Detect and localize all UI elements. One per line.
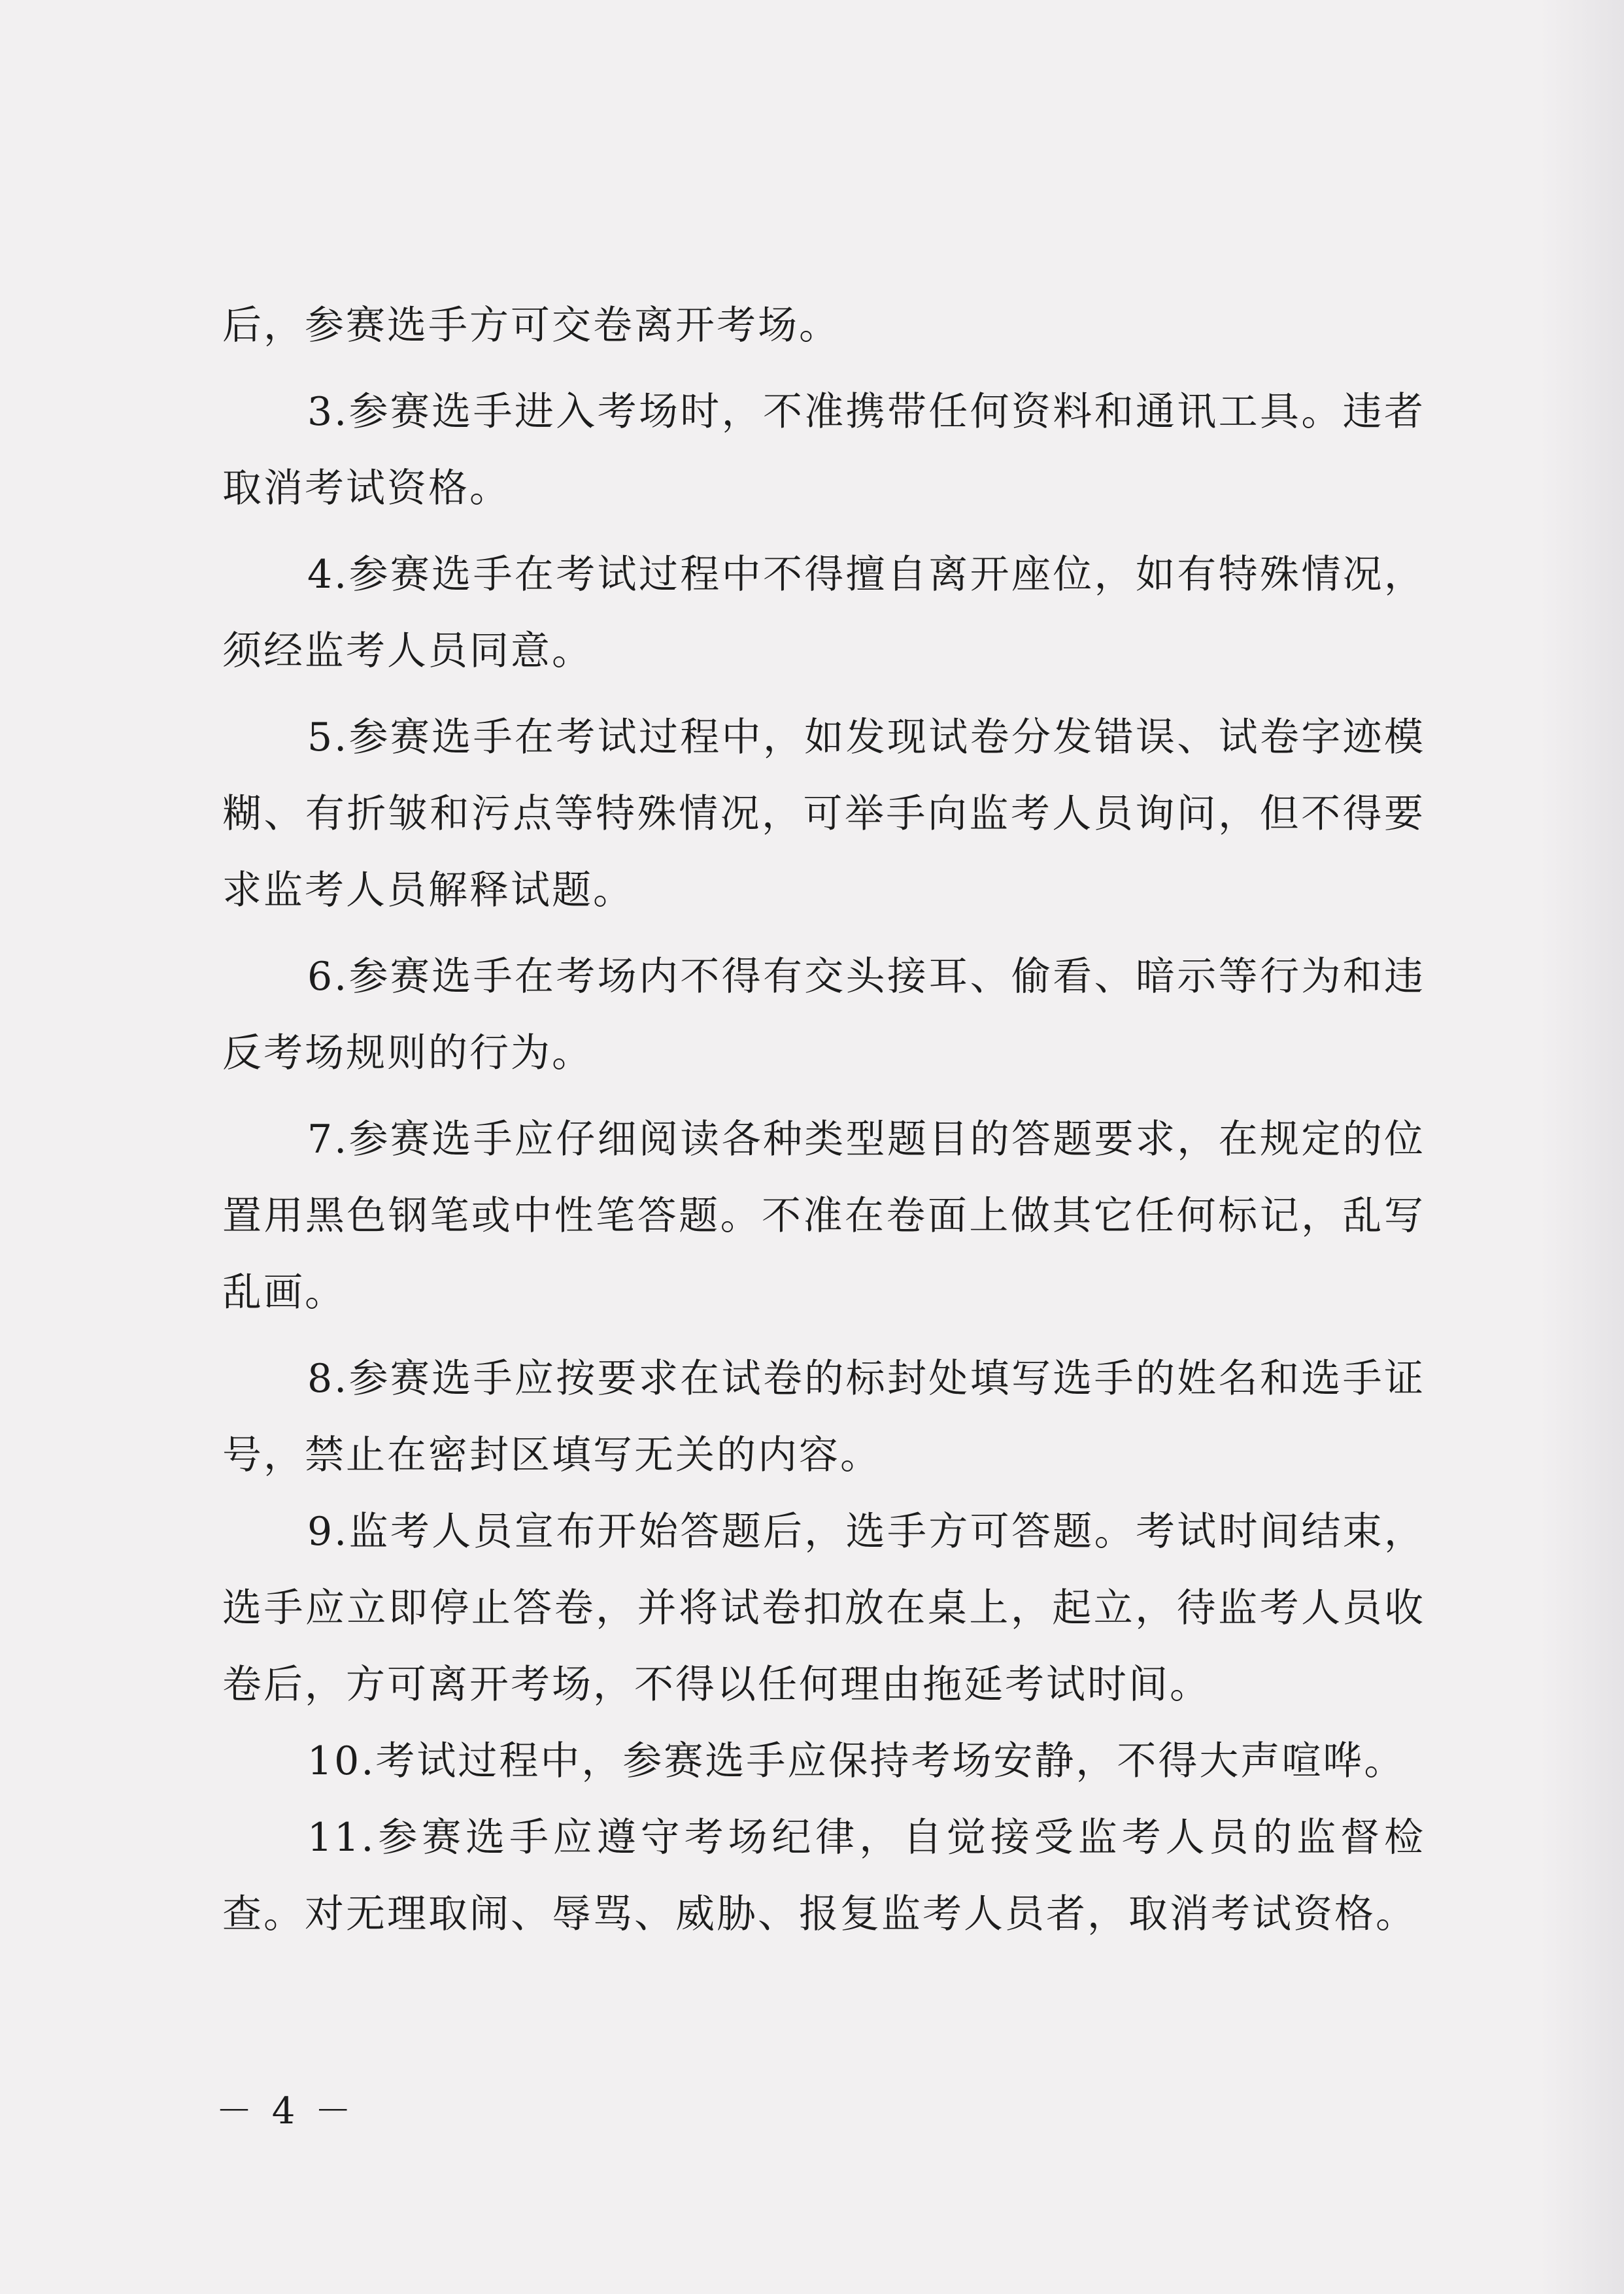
rule-3: 3.参赛选手进入考场时，不准携带任何资料和通讯工具。违者取消考试资格。 bbox=[222, 389, 1425, 511]
rule-8: 8.参赛选手应按要求在试卷的标封处填写选手的姓名和选手证号，禁止在密封区填写无关的内容。 bbox=[222, 1356, 1425, 1478]
rule-10: 10.考试过程中，参赛选手应保持考场安静，不得大声喧哗。 bbox=[307, 1738, 1406, 1784]
rule-11: 11.参赛选手应遵守考场纪律，自觉接受监考人员的监督检查。对无理取闹、辱骂、威胁、报复监考人员者，取消考试资格。 bbox=[222, 1815, 1425, 1937]
document-body bbox=[222, 288, 1425, 1953]
rule-4: 4.参赛选手在考试过程中不得擅自离开座位，如有特殊情况，须经监考人员同意。 bbox=[222, 552, 1425, 674]
page-number: － 4 － bbox=[216, 2090, 356, 2133]
rule-9: 9.监考人员宣布开始答题后，选手方可答题。考试时间结束，选手应立即停止答卷，并将试卷扣放在桌上，起立，待监考人员收卷后，方可离开考场，不得以任何理由拖延考试时间。 bbox=[222, 1509, 1425, 1708]
rule-5: 5.参赛选手在考试过程中，如发现试卷分发错误、试卷字迹模糊、有折皱和污点等特殊情况，可举手向监考人员询问，但不得要求监考人员解释试题。 bbox=[222, 715, 1425, 913]
scan-edge-shadow bbox=[1539, 0, 1624, 2294]
paragraph-continuation: 后，参赛选手方可交卷离开考场。 bbox=[222, 303, 840, 348]
rule-6: 6.参赛选手在考场内不得有交头接耳、偷看、暗示等行为和违反考场规则的行为。 bbox=[222, 954, 1425, 1076]
rule-7: 7.参赛选手应仔细阅读各种类型题目的答题要求，在规定的位置用黑色钢笔或中性笔答题。不准在卷面上做其它任何标记，乱写乱画。 bbox=[222, 1117, 1425, 1315]
